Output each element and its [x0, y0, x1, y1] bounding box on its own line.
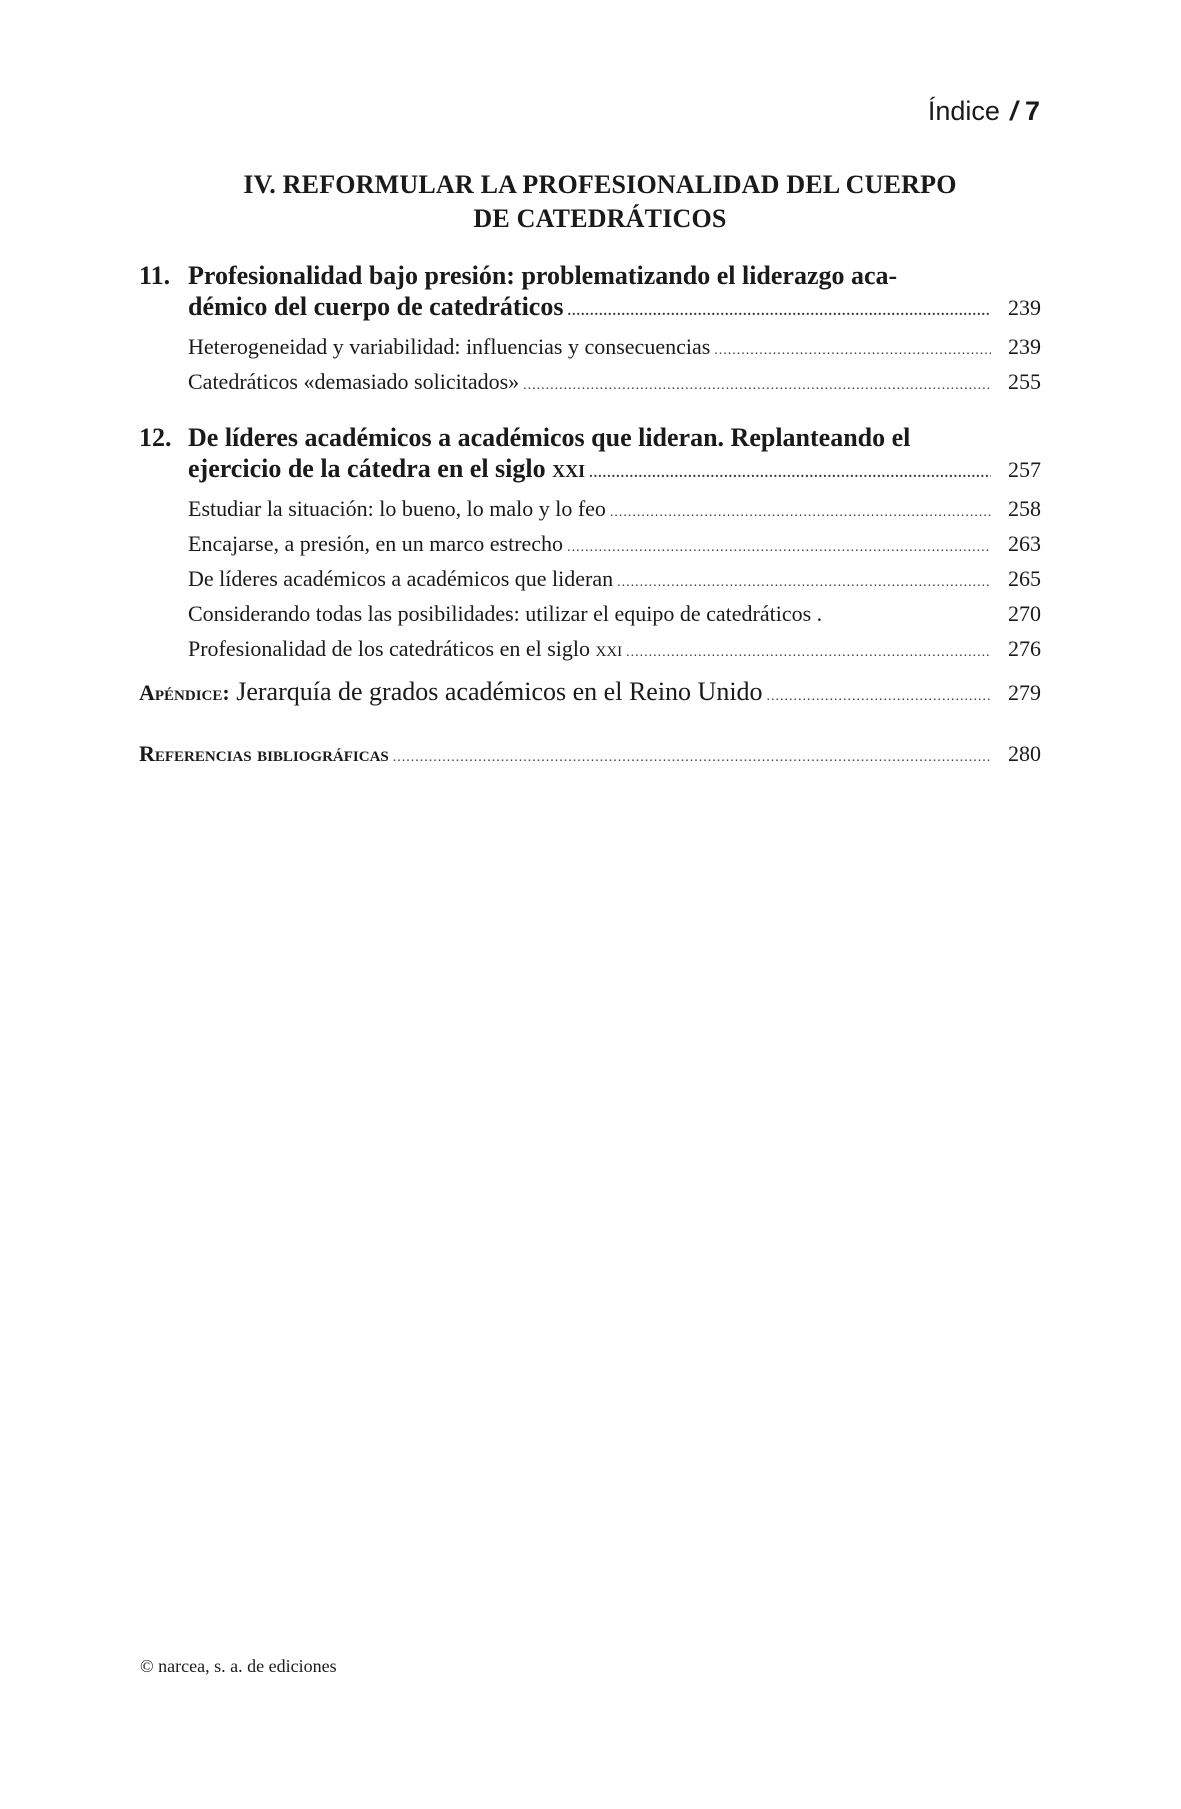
chapter-number: 12.: [139, 423, 172, 452]
section-title: Catedráticos «demasiado solicitados»: [188, 369, 520, 394]
toc-references: [139, 738, 1041, 773]
appendix-label: [139, 676, 763, 708]
section-title-main: Profesionalidad de los catedráticos en el siglo: [188, 636, 590, 661]
chapter-title-line2: [188, 453, 1041, 489]
chapter-title-text: démico del cuerpo de catedráticos: [188, 292, 564, 321]
section-entry: [188, 633, 1041, 668]
century-numeral: xxi: [552, 454, 586, 483]
dot-leader: [626, 637, 991, 668]
running-head-slash: /: [1009, 96, 1018, 126]
section-page: 255: [1008, 369, 1041, 394]
section-title: Considerando todas las posibilidades: utilizar el equipo de catedráticos .: [188, 601, 823, 626]
dot-leader: [393, 742, 991, 773]
part-title: [160, 168, 1040, 236]
dot-leader: [567, 532, 991, 563]
references-entry: [139, 738, 1041, 773]
section-entry: [188, 563, 1041, 598]
running-head: [928, 96, 1040, 127]
section-page: 258: [1008, 496, 1041, 521]
section-entry: [188, 493, 1041, 528]
dot-leader: [610, 497, 991, 528]
section-page: 239: [1008, 334, 1041, 359]
chapter-title-text: [188, 453, 585, 484]
section-title: Heterogeneidad y variabilidad: influencias y consecuencias: [188, 334, 711, 359]
references-page: 280: [1008, 741, 1041, 766]
toc-chapter-11: [139, 260, 1041, 401]
chapter-page: 239: [1008, 295, 1041, 320]
chapter-entry: [139, 422, 1041, 489]
section-title: [188, 633, 622, 664]
chapter-number: 11.: [139, 261, 171, 290]
toc-appendix: [139, 676, 1041, 712]
section-entry: [188, 598, 1041, 633]
section-page: 270: [1008, 601, 1041, 626]
section-title: Encajarse, a presión, en un marco estrecho: [188, 531, 564, 556]
references-label: Referencias bibliográficas: [139, 741, 389, 766]
section-title: De líderes académicos a académicos que lideran: [188, 566, 614, 591]
appendix-page: 279: [1008, 680, 1041, 705]
chapter-page: 257: [1008, 457, 1041, 482]
chapter-title-line1: Profesionalidad bajo presión: problematizando el liderazgo aca-: [188, 261, 898, 290]
dot-leader: [617, 567, 991, 598]
dot-leader: [767, 681, 991, 712]
chapter-title-line2: [188, 291, 1041, 327]
section-entry: [188, 366, 1041, 401]
page-number: 7: [1024, 96, 1040, 126]
century-numeral: xxi: [595, 636, 623, 661]
chapter-title-text-main: ejercicio de la cátedra en el siglo: [188, 454, 546, 483]
copyright-footer: © narcea, s. a. de ediciones: [140, 1656, 337, 1676]
section-page: 276: [1008, 636, 1041, 661]
chapter-title-line1: De líderes académicos a académicos que lideran. Replanteando el: [188, 423, 911, 452]
chapter-entry: [139, 260, 1041, 327]
section-page: 265: [1008, 566, 1041, 591]
running-head-label: Índice: [927, 96, 1000, 126]
part-title-line2: DE CATEDRÁTICOS: [473, 204, 727, 233]
appendix-tag: Apéndice:: [139, 680, 230, 705]
dot-leader: [714, 335, 991, 366]
section-title: Estudiar la situación: lo bueno, lo malo y lo feo: [188, 496, 606, 521]
dot-leader: [567, 296, 991, 327]
section-entry: [188, 331, 1041, 366]
part-title-line1: IV. REFORMULAR LA PROFESIONALIDAD DEL CUERPO: [243, 170, 957, 199]
section-page: 263: [1008, 531, 1041, 556]
appendix-entry: [139, 676, 1041, 712]
appendix-title: Jerarquía de grados académicos en el Reino Unido: [236, 677, 763, 706]
section-entry: [188, 528, 1041, 563]
toc-chapter-12: [139, 422, 1041, 668]
dot-leader: [523, 370, 991, 401]
dot-leader: [589, 458, 991, 489]
